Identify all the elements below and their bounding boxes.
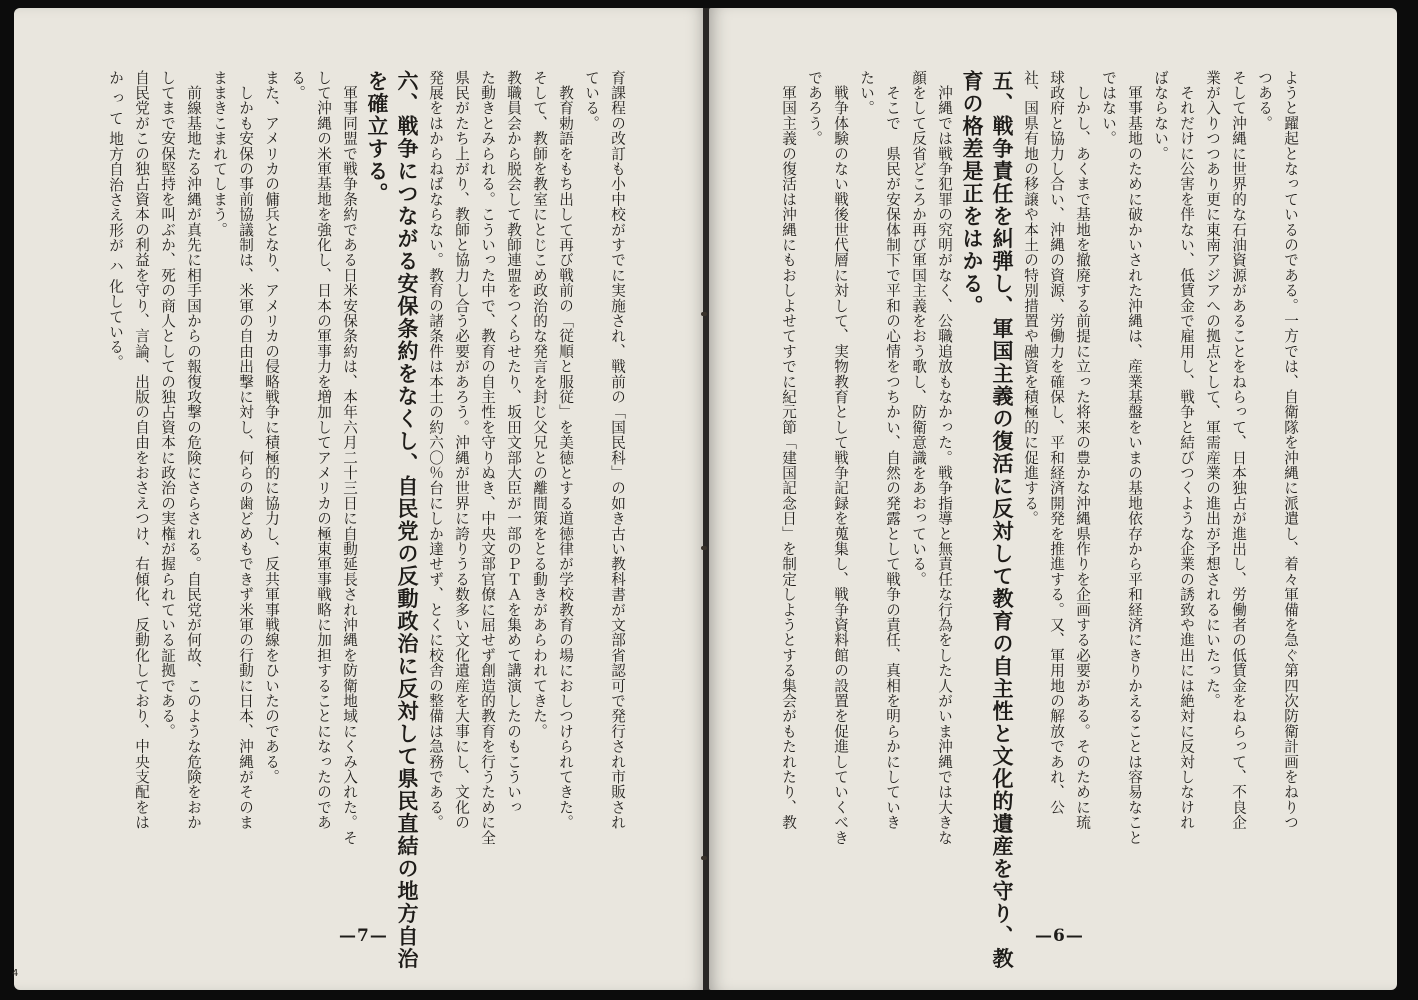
text-column: 社、国県有地の移譲や本土の特別措置や融資を積極的に促進する。 [1022, 70, 1039, 526]
text-column: 軍事同盟で戦争条約である日米安保条約は、本年六月二十三日に自動延長され沖縄を防衛地域にくみ入れた。そ [341, 70, 358, 846]
text-column: ではない。 [1100, 70, 1117, 146]
text-column: してまで安保堅持を叫ぶか、死の商人としての独占資本に政治の実権が握られている証拠である。 [159, 70, 176, 739]
section-heading: 六、戦争につながる安保条約をなくし、自民党の反動政治に反対して県民直結の地方自治 [395, 70, 420, 970]
section-heading: 育の格差是正をはかる。 [960, 70, 985, 318]
text-column: ばならない。 [1152, 70, 1169, 162]
text-column: 自民党がこの独占資本の利益を守り、言論、出版の自由をおさえつけ、右傾化、反動化しており、中央支配をは [133, 70, 150, 830]
text-column: 前線基地たる沖縄が真先に相手国からの報復攻撃の危険にさらされる。自民党が何故、このような危険をおか [185, 70, 202, 830]
text-column: であろう。 [806, 70, 823, 146]
right-page-text [775, 70, 1303, 970]
text-column: それだけに公害を伴ない、低賃金で雇用し、戦争と結びつくような企業の誘致や進出には絶対に反対しなけれ [1178, 70, 1195, 830]
text-column: ままきこまれてしまう。 [211, 70, 228, 238]
binding-stitch [701, 856, 707, 860]
text-column: 教職員会から脱会して教師連盟をつくらせたり、坂田文部大臣が一部のＰＴＡを集めて講演したのもこういっ [505, 70, 522, 815]
text-column: 沖縄では戦争犯罪の究明がなく、公職追放もなかった。戦争指導と無責任な行為をした人がいま沖縄では大きな [936, 70, 953, 846]
left-page-text [102, 70, 630, 970]
text-column: また、アメリカの傭兵となり、アメリカの侵略戦争に積極的に協力し、反共軍事戦線をひいたのである。 [263, 70, 280, 785]
binding-stitch [701, 312, 707, 316]
text-column: 教育勅語をもち出して再び戦前の「従順と服従」を美徳とする道徳律が学校教育の場におしつけられてきた。 [557, 70, 574, 830]
section-heading: を確立する。 [365, 70, 390, 205]
text-column: た動きとみられる。こういった中で、教育の自主性を守りぬき、中央文部官僚に屈せず創造的教育を行うために全 [479, 70, 496, 846]
text-column: たい。 [858, 70, 875, 116]
text-column: 戦争体験のない戦後世代層に対して、実物教育として戦争記録を蒐集し、戦争資料館の設置を促進していくべき [832, 70, 849, 846]
text-column: そこで 県民が安保体制下で平和の心情をつちかい、自然の発露として戦争の責任、真相を明らかにしていき [884, 70, 901, 830]
text-column: 球政府と協力し合い、沖縄の資源、労働力を確保し、平和経済開発を推進する。又、軍用地の解放であれ、公 [1048, 70, 1065, 815]
section-heading: 五、戦争責任を糾弾し、軍国主義の復活に反対して教育の自主性と文化的遺産を守り、教 [990, 70, 1015, 970]
binding-stitch [701, 546, 707, 550]
text-column: ている。 [583, 70, 600, 131]
text-column: 軍事基地のために破かいされた沖縄は、産業基盤をいまの基地依存から平和経済にきりかえることは容易なこと [1126, 70, 1143, 846]
text-column: 育課程の改訂も小中校がすでに実施され、戦前の「国民科」の如き古い教科書が文部省認可で発行され市販され [609, 70, 626, 830]
text-column: 軍国主義の復活は沖縄にもおしよせてすでに紀元節「建国記念日」を制定しようとする集会がもたれたり、教 [780, 70, 797, 830]
text-column: 業が入りつつあり更に東南アジアへの拠点として、軍需産業の進出が予想されるにいたった。 [1204, 70, 1221, 709]
page-number-right: —6— [1035, 926, 1084, 946]
right-page [709, 8, 1397, 990]
text-column: つある。 [1256, 70, 1273, 131]
text-column: しかし、あくまで基地を撤廃する前提に立った将来の豊かな沖縄県作りを企画する必要がある。そのために琉 [1074, 70, 1091, 830]
corner-mark: 4 [12, 968, 19, 979]
text-column: して沖縄の米軍基地を強化し、日本の軍事力を増加してアメリカの極東軍事戦略に加担することになったのであ [315, 70, 332, 830]
page-number-left: —7— [339, 926, 388, 946]
text-column: そして、教師を教室にとじこめ政治的な発言を封じ父兄との離間策をとる動きがあらわれてきた。 [531, 70, 548, 739]
text-column: か っ て 地方自治さえ形が ハ 化している。 [107, 70, 124, 370]
text-column: そして沖縄に世界的な石油資源があることをねらって、日本独占が進出し、労働者の低賃金をねらって、不良企 [1230, 70, 1247, 830]
text-column: る。 [289, 70, 306, 101]
text-column: 発展をはからねばならない。教育の諸条件は本土の約六〇％台にしか達せず、とくに校舎の整備は急務である。 [427, 70, 444, 830]
text-column: しかも安保の事前協議制は、米軍の自由出撃に対し、何らの歯どめもできず米軍の行動に日本、沖縄がそのま [237, 70, 254, 830]
text-column: ようと躍起となっているのである。一方では、自衛隊を沖縄に派遣し、着々軍備を急ぐ第四次防衛計画をねりつ [1282, 70, 1299, 830]
text-column: 県民がたち上がり、教師と協力し合う必要があろう。沖縄が世界に誇りうる数多い文化遺産を大事にし、文化の [453, 70, 470, 830]
text-column: 顔をして反省どころか再び軍国主義をおう歌し、防衛意識をあおっている。 [910, 70, 927, 587]
left-page [14, 8, 705, 990]
